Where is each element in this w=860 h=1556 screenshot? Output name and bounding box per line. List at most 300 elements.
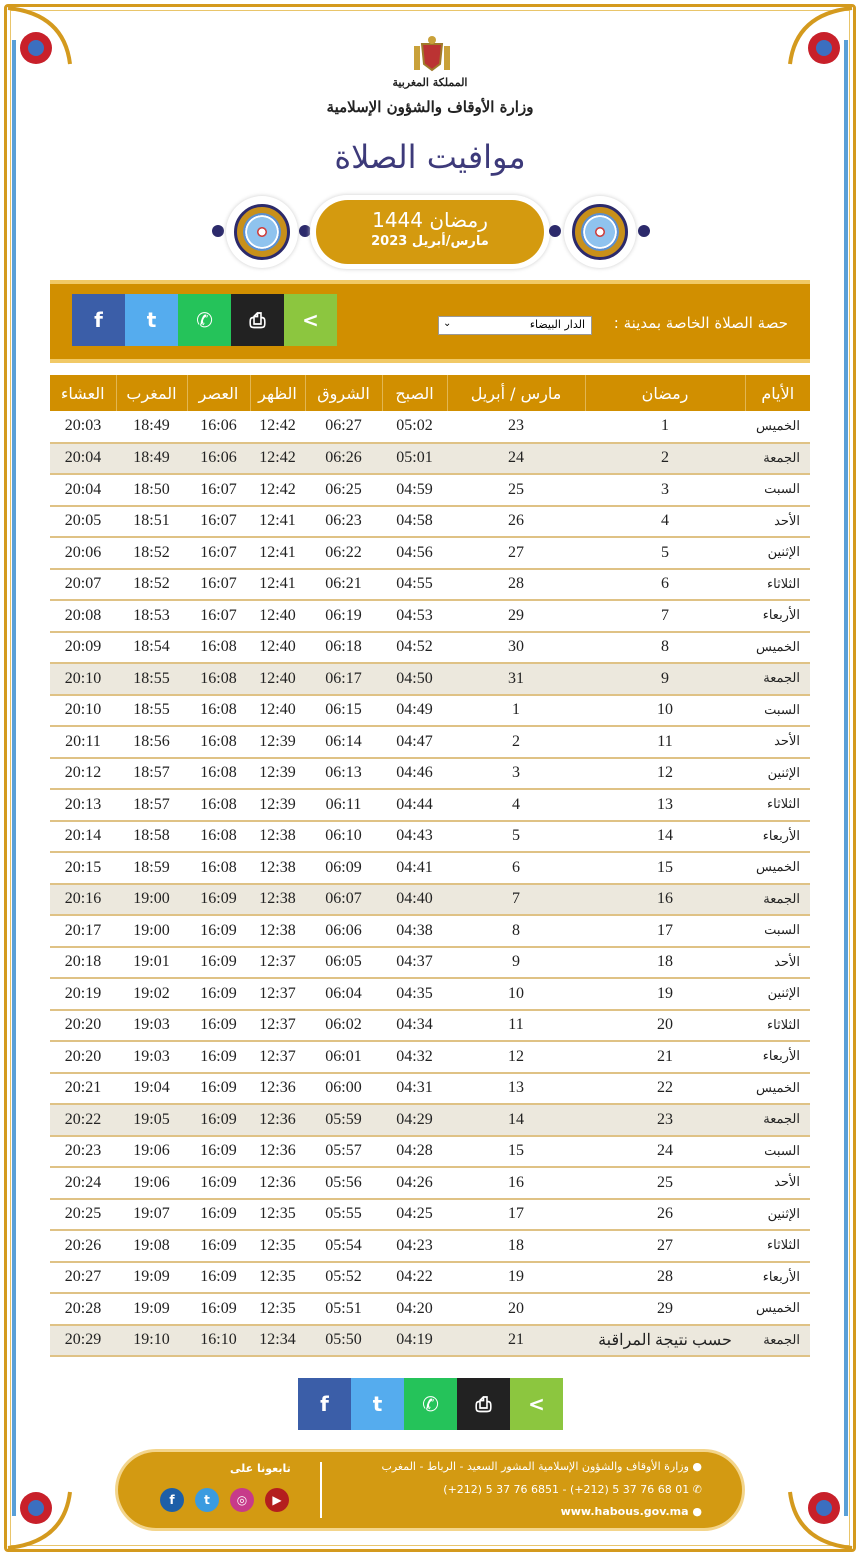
hijri-month: رمضان 1444 bbox=[372, 208, 488, 232]
maghrib-cell: 18:55 bbox=[116, 663, 187, 695]
dhuhr-cell: 12:36 bbox=[250, 1136, 305, 1168]
ramadan-day-cell: 27 bbox=[585, 1230, 745, 1262]
sunrise-cell: 06:15 bbox=[305, 695, 382, 727]
isha-cell: 20:25 bbox=[50, 1199, 116, 1231]
isha-cell: 20:18 bbox=[50, 947, 116, 979]
asr-cell: 16:06 bbox=[187, 411, 250, 443]
whatsapp-share-button[interactable]: ✆ bbox=[178, 294, 231, 346]
maghrib-cell: 19:09 bbox=[116, 1262, 187, 1294]
isha-cell: 20:15 bbox=[50, 852, 116, 884]
ramadan-day-cell: 9 bbox=[585, 663, 745, 695]
gregorian-day-cell: 20 bbox=[447, 1293, 585, 1325]
share-buttons-top bbox=[72, 294, 337, 346]
ramadan-day-cell: 19 bbox=[585, 978, 745, 1010]
table-row bbox=[50, 443, 810, 475]
gregorian-day-cell: 13 bbox=[447, 1073, 585, 1105]
day-cell: الخميس bbox=[745, 632, 810, 664]
sunrise-cell: 05:59 bbox=[305, 1104, 382, 1136]
ramadan-day-cell: 11 bbox=[585, 726, 745, 758]
table-row bbox=[50, 915, 810, 947]
gregorian-day-cell: 9 bbox=[447, 947, 585, 979]
day-cell: الإثنين bbox=[745, 758, 810, 790]
share-button[interactable]: < bbox=[284, 294, 337, 346]
dhuhr-cell: 12:40 bbox=[250, 695, 305, 727]
asr-cell: 16:09 bbox=[187, 1199, 250, 1231]
asr-cell: 16:09 bbox=[187, 1073, 250, 1105]
ramadan-day-cell: 2 bbox=[585, 443, 745, 475]
maghrib-cell: 18:59 bbox=[116, 852, 187, 884]
ramadan-day-cell: 26 bbox=[585, 1199, 745, 1231]
isha-cell: 20:03 bbox=[50, 411, 116, 443]
table-row bbox=[50, 600, 810, 632]
ornament-corner-icon bbox=[786, 1482, 856, 1552]
dhuhr-cell: 12:35 bbox=[250, 1199, 305, 1231]
day-cell: السبت bbox=[745, 1136, 810, 1168]
sunrise-cell: 05:56 bbox=[305, 1167, 382, 1199]
maghrib-cell: 19:01 bbox=[116, 947, 187, 979]
fajr-cell: 04:28 bbox=[382, 1136, 447, 1168]
day-cell: الأربعاء bbox=[745, 600, 810, 632]
dhuhr-cell: 12:41 bbox=[250, 537, 305, 569]
sunrise-cell: 05:57 bbox=[305, 1136, 382, 1168]
isha-cell: 20:14 bbox=[50, 821, 116, 853]
phone-icon: ✆ bbox=[689, 1483, 702, 1496]
gregorian-day-cell: 10 bbox=[447, 978, 585, 1010]
day-cell: الأحد bbox=[745, 1167, 810, 1199]
dhuhr-cell: 12:40 bbox=[250, 632, 305, 664]
table-row bbox=[50, 726, 810, 758]
sunrise-cell: 06:01 bbox=[305, 1041, 382, 1073]
ramadan-day-cell: 16 bbox=[585, 884, 745, 916]
ramadan-day-cell: 25 bbox=[585, 1167, 745, 1199]
header-day: الأيام bbox=[745, 375, 810, 411]
sunrise-cell: 06:09 bbox=[305, 852, 382, 884]
frame-side-left bbox=[12, 40, 16, 1516]
asr-cell: 16:08 bbox=[187, 663, 250, 695]
day-cell: الأربعاء bbox=[745, 1262, 810, 1294]
asr-cell: 16:08 bbox=[187, 758, 250, 790]
maghrib-cell: 18:50 bbox=[116, 474, 187, 506]
isha-cell: 20:17 bbox=[50, 915, 116, 947]
dhuhr-cell: 12:35 bbox=[250, 1262, 305, 1294]
day-cell: الجمعة bbox=[745, 884, 810, 916]
table-row bbox=[50, 758, 810, 790]
sunrise-cell: 05:55 bbox=[305, 1199, 382, 1231]
table-row bbox=[50, 1293, 810, 1325]
ramadan-day-cell: 20 bbox=[585, 1010, 745, 1042]
facebook-share-button[interactable]: f bbox=[298, 1378, 351, 1430]
table-row bbox=[50, 1262, 810, 1294]
gregorian-day-cell: 8 bbox=[447, 915, 585, 947]
fajr-cell: 05:02 bbox=[382, 411, 447, 443]
isha-cell: 20:29 bbox=[50, 1325, 116, 1357]
asr-cell: 16:09 bbox=[187, 915, 250, 947]
maghrib-cell: 18:57 bbox=[116, 789, 187, 821]
table-row bbox=[50, 695, 810, 727]
table-row bbox=[50, 789, 810, 821]
gregorian-day-cell: 25 bbox=[447, 474, 585, 506]
asr-cell: 16:09 bbox=[187, 1104, 250, 1136]
isha-cell: 20:10 bbox=[50, 695, 116, 727]
gregorian-day-cell: 27 bbox=[447, 537, 585, 569]
sunrise-cell: 05:51 bbox=[305, 1293, 382, 1325]
fajr-cell: 04:31 bbox=[382, 1073, 447, 1105]
dhuhr-cell: 12:35 bbox=[250, 1230, 305, 1262]
fajr-cell: 04:49 bbox=[382, 695, 447, 727]
ministry-label: وزارة الأوقاف والشؤون الإسلامية bbox=[326, 98, 534, 116]
maghrib-cell: 19:03 bbox=[116, 1010, 187, 1042]
isha-cell: 20:20 bbox=[50, 1010, 116, 1042]
table-row bbox=[50, 1010, 810, 1042]
ramadan-day-cell: 28 bbox=[585, 1262, 745, 1294]
city-label: حصة الصلاة الخاصة بمدينة : bbox=[613, 314, 788, 332]
gregorian-day-cell: 28 bbox=[447, 569, 585, 601]
day-cell: الأحد bbox=[745, 947, 810, 979]
maghrib-cell: 19:07 bbox=[116, 1199, 187, 1231]
ornament-dot bbox=[212, 225, 224, 237]
city-bar bbox=[50, 280, 810, 363]
day-cell: الثلاثاء bbox=[745, 569, 810, 601]
isha-cell: 20:28 bbox=[50, 1293, 116, 1325]
footer-divider bbox=[320, 1462, 322, 1518]
sunrise-cell: 06:07 bbox=[305, 884, 382, 916]
isha-cell: 20:12 bbox=[50, 758, 116, 790]
chevron-down-icon: ⌄ bbox=[443, 318, 452, 329]
table-row bbox=[50, 632, 810, 664]
asr-cell: 16:09 bbox=[187, 884, 250, 916]
city-select[interactable] bbox=[438, 316, 592, 335]
city-select-value: الدار البيضاء bbox=[529, 318, 585, 331]
header-isha: العشاء bbox=[50, 375, 116, 411]
table-row bbox=[50, 537, 810, 569]
youtube-icon[interactable]: ▶ bbox=[265, 1488, 289, 1512]
asr-cell: 16:09 bbox=[187, 1136, 250, 1168]
fajr-cell: 04:29 bbox=[382, 1104, 447, 1136]
isha-cell: 20:13 bbox=[50, 789, 116, 821]
gregorian-day-cell: 26 bbox=[447, 506, 585, 538]
ornament-corner-icon bbox=[786, 4, 856, 74]
asr-cell: 16:10 bbox=[187, 1325, 250, 1357]
sunrise-cell: 06:10 bbox=[305, 821, 382, 853]
gregorian-months: مارس/أبريل 2023 bbox=[371, 234, 489, 249]
table-row bbox=[50, 1230, 810, 1262]
ramadan-day-cell: 4 bbox=[585, 506, 745, 538]
fajr-cell: 04:20 bbox=[382, 1293, 447, 1325]
ramadan-day-cell: 10 bbox=[585, 695, 745, 727]
sunrise-cell: 06:22 bbox=[305, 537, 382, 569]
maghrib-cell: 18:57 bbox=[116, 758, 187, 790]
gregorian-day-cell: 23 bbox=[447, 411, 585, 443]
maghrib-cell: 19:10 bbox=[116, 1325, 187, 1357]
rosette-icon bbox=[226, 196, 298, 268]
isha-cell: 20:04 bbox=[50, 474, 116, 506]
day-cell: الثلاثاء bbox=[745, 789, 810, 821]
fajr-cell: 04:56 bbox=[382, 537, 447, 569]
gregorian-day-cell: 2 bbox=[447, 726, 585, 758]
fajr-cell: 04:35 bbox=[382, 978, 447, 1010]
gregorian-day-cell: 4 bbox=[447, 789, 585, 821]
royal-emblem-icon bbox=[410, 34, 454, 78]
header-asr: العصر bbox=[187, 375, 250, 411]
sunrise-cell: 06:23 bbox=[305, 506, 382, 538]
fajr-cell: 04:44 bbox=[382, 789, 447, 821]
day-cell: الأحد bbox=[745, 726, 810, 758]
dhuhr-cell: 12:39 bbox=[250, 789, 305, 821]
gregorian-day-cell: 21 bbox=[447, 1325, 585, 1357]
table-row bbox=[50, 663, 810, 695]
share-button[interactable]: < bbox=[510, 1378, 563, 1430]
fajr-cell: 04:38 bbox=[382, 915, 447, 947]
gregorian-day-cell: 14 bbox=[447, 1104, 585, 1136]
ramadan-day-cell: 18 bbox=[585, 947, 745, 979]
follow-label: تابعونا على bbox=[230, 1462, 291, 1475]
fajr-cell: 04:32 bbox=[382, 1041, 447, 1073]
ramadan-day-cell: 1 bbox=[585, 411, 745, 443]
fajr-cell: 04:59 bbox=[382, 474, 447, 506]
table-row bbox=[50, 569, 810, 601]
gregorian-day-cell: 24 bbox=[447, 443, 585, 475]
prayer-times-table bbox=[50, 375, 810, 1357]
ramadan-day-cell: 12 bbox=[585, 758, 745, 790]
dhuhr-cell: 12:38 bbox=[250, 852, 305, 884]
gregorian-day-cell: 30 bbox=[447, 632, 585, 664]
facebook-icon[interactable]: f bbox=[160, 1488, 184, 1512]
facebook-share-button[interactable]: f bbox=[72, 294, 125, 346]
sunrise-cell: 06:18 bbox=[305, 632, 382, 664]
asr-cell: 16:08 bbox=[187, 821, 250, 853]
maghrib-cell: 18:53 bbox=[116, 600, 187, 632]
isha-cell: 20:10 bbox=[50, 663, 116, 695]
asr-cell: 16:07 bbox=[187, 506, 250, 538]
asr-cell: 16:09 bbox=[187, 1230, 250, 1262]
print-button[interactable]: ⎙ bbox=[231, 294, 284, 346]
maghrib-cell: 18:51 bbox=[116, 506, 187, 538]
asr-cell: 16:08 bbox=[187, 852, 250, 884]
gregorian-day-cell: 5 bbox=[447, 821, 585, 853]
sunrise-cell: 06:27 bbox=[305, 411, 382, 443]
fajr-cell: 04:46 bbox=[382, 758, 447, 790]
gregorian-day-cell: 1 bbox=[447, 695, 585, 727]
fajr-cell: 04:52 bbox=[382, 632, 447, 664]
maghrib-cell: 18:58 bbox=[116, 821, 187, 853]
footer-website[interactable]: www.habous.gov.ma bbox=[560, 1505, 689, 1518]
gregorian-day-cell: 12 bbox=[447, 1041, 585, 1073]
twitter-share-button[interactable]: t bbox=[351, 1378, 404, 1430]
fajr-cell: 04:43 bbox=[382, 821, 447, 853]
day-cell: الإثنين bbox=[745, 537, 810, 569]
day-cell: الجمعة bbox=[745, 1104, 810, 1136]
dhuhr-cell: 12:39 bbox=[250, 726, 305, 758]
whatsapp-share-button[interactable]: ✆ bbox=[404, 1378, 457, 1430]
dhuhr-cell: 12:38 bbox=[250, 884, 305, 916]
sunrise-cell: 06:04 bbox=[305, 978, 382, 1010]
ramadan-day-cell: 29 bbox=[585, 1293, 745, 1325]
isha-cell: 20:06 bbox=[50, 537, 116, 569]
ornament-dot bbox=[549, 225, 561, 237]
frame-side-right bbox=[844, 40, 848, 1516]
header-sunrise: الشروق bbox=[305, 375, 382, 411]
ramadan-day-cell: 7 bbox=[585, 600, 745, 632]
gregorian-day-cell: 3 bbox=[447, 758, 585, 790]
day-cell: الجمعة bbox=[745, 663, 810, 695]
ramadan-day-cell: 22 bbox=[585, 1073, 745, 1105]
isha-cell: 20:20 bbox=[50, 1041, 116, 1073]
gregorian-day-cell: 19 bbox=[447, 1262, 585, 1294]
globe-icon: ● bbox=[688, 1505, 702, 1518]
asr-cell: 16:09 bbox=[187, 1010, 250, 1042]
dhuhr-cell: 12:40 bbox=[250, 600, 305, 632]
isha-cell: 20:21 bbox=[50, 1073, 116, 1105]
day-cell: الجمعة bbox=[745, 443, 810, 475]
fajr-cell: 04:58 bbox=[382, 506, 447, 538]
dhuhr-cell: 12:40 bbox=[250, 663, 305, 695]
table-row bbox=[50, 821, 810, 853]
isha-cell: 20:07 bbox=[50, 569, 116, 601]
footer-phone: (+212) 5 37 76 6851 - (+212) 5 37 76 68 01 bbox=[443, 1483, 690, 1496]
isha-cell: 20:04 bbox=[50, 443, 116, 475]
isha-cell: 20:11 bbox=[50, 726, 116, 758]
instagram-icon[interactable]: ◎ bbox=[230, 1488, 254, 1512]
table-row bbox=[50, 1136, 810, 1168]
ramadan-day-cell: حسب نتيجة المراقبة bbox=[585, 1325, 745, 1357]
table-row bbox=[50, 978, 810, 1010]
maghrib-cell: 19:08 bbox=[116, 1230, 187, 1262]
maghrib-cell: 19:06 bbox=[116, 1136, 187, 1168]
isha-cell: 20:23 bbox=[50, 1136, 116, 1168]
dhuhr-cell: 12:42 bbox=[250, 411, 305, 443]
twitter-share-button[interactable]: t bbox=[125, 294, 178, 346]
twitter-icon[interactable]: t bbox=[195, 1488, 219, 1512]
maghrib-cell: 18:49 bbox=[116, 411, 187, 443]
dhuhr-cell: 12:41 bbox=[250, 569, 305, 601]
dhuhr-cell: 12:37 bbox=[250, 978, 305, 1010]
fajr-cell: 04:34 bbox=[382, 1010, 447, 1042]
fajr-cell: 04:40 bbox=[382, 884, 447, 916]
dhuhr-cell: 12:37 bbox=[250, 1010, 305, 1042]
header-fajr: الصبح bbox=[382, 375, 447, 411]
asr-cell: 16:09 bbox=[187, 1262, 250, 1294]
date-pill bbox=[310, 195, 550, 269]
day-cell: الخميس bbox=[745, 411, 810, 443]
sunrise-cell: 05:50 bbox=[305, 1325, 382, 1357]
fajr-cell: 04:26 bbox=[382, 1167, 447, 1199]
ramadan-day-cell: 5 bbox=[585, 537, 745, 569]
day-cell: الثلاثاء bbox=[745, 1010, 810, 1042]
day-cell: الأربعاء bbox=[745, 1041, 810, 1073]
header-maghrib: المغرب bbox=[116, 375, 187, 411]
maghrib-cell: 18:52 bbox=[116, 569, 187, 601]
gregorian-day-cell: 17 bbox=[447, 1199, 585, 1231]
isha-cell: 20:16 bbox=[50, 884, 116, 916]
table-row bbox=[50, 474, 810, 506]
day-cell: الجمعة bbox=[745, 1325, 810, 1357]
asr-cell: 16:08 bbox=[187, 632, 250, 664]
page-title: موافيت الصلاة bbox=[334, 138, 526, 176]
fajr-cell: 04:41 bbox=[382, 852, 447, 884]
gregorian-day-cell: 16 bbox=[447, 1167, 585, 1199]
dhuhr-cell: 12:37 bbox=[250, 947, 305, 979]
sunrise-cell: 06:14 bbox=[305, 726, 382, 758]
gregorian-day-cell: 29 bbox=[447, 600, 585, 632]
gregorian-day-cell: 18 bbox=[447, 1230, 585, 1262]
asr-cell: 16:09 bbox=[187, 1293, 250, 1325]
sunrise-cell: 06:25 bbox=[305, 474, 382, 506]
fajr-cell: 04:19 bbox=[382, 1325, 447, 1357]
maghrib-cell: 19:05 bbox=[116, 1104, 187, 1136]
fajr-cell: 04:22 bbox=[382, 1262, 447, 1294]
maghrib-cell: 19:00 bbox=[116, 884, 187, 916]
print-button[interactable]: ⎙ bbox=[457, 1378, 510, 1430]
table-row bbox=[50, 1041, 810, 1073]
dhuhr-cell: 12:36 bbox=[250, 1073, 305, 1105]
footer-address: وزارة الأوقاف والشؤون الإسلامية المشور السعيد - الرباط - المغرب bbox=[381, 1460, 689, 1473]
gregorian-day-cell: 11 bbox=[447, 1010, 585, 1042]
day-cell: الخميس bbox=[745, 1073, 810, 1105]
asr-cell: 16:07 bbox=[187, 537, 250, 569]
day-cell: السبت bbox=[745, 695, 810, 727]
ornament-corner-icon bbox=[4, 1482, 74, 1552]
asr-cell: 16:09 bbox=[187, 1167, 250, 1199]
asr-cell: 16:08 bbox=[187, 695, 250, 727]
ramadan-day-cell: 6 bbox=[585, 569, 745, 601]
asr-cell: 16:09 bbox=[187, 1041, 250, 1073]
dhuhr-cell: 12:41 bbox=[250, 506, 305, 538]
sunrise-cell: 06:02 bbox=[305, 1010, 382, 1042]
fajr-cell: 04:53 bbox=[382, 600, 447, 632]
sunrise-cell: 06:06 bbox=[305, 915, 382, 947]
maghrib-cell: 18:56 bbox=[116, 726, 187, 758]
kingdom-label: المملكة المغربية bbox=[392, 76, 468, 89]
rosette-icon bbox=[564, 196, 636, 268]
sunrise-cell: 06:19 bbox=[305, 600, 382, 632]
table-row bbox=[50, 1199, 810, 1231]
fajr-cell: 05:01 bbox=[382, 443, 447, 475]
asr-cell: 16:07 bbox=[187, 569, 250, 601]
table-row bbox=[50, 1104, 810, 1136]
ramadan-day-cell: 23 bbox=[585, 1104, 745, 1136]
maghrib-cell: 18:54 bbox=[116, 632, 187, 664]
share-buttons-bottom bbox=[298, 1378, 563, 1430]
ramadan-day-cell: 3 bbox=[585, 474, 745, 506]
day-cell: السبت bbox=[745, 474, 810, 506]
dhuhr-cell: 12:39 bbox=[250, 758, 305, 790]
fajr-cell: 04:23 bbox=[382, 1230, 447, 1262]
fajr-cell: 04:55 bbox=[382, 569, 447, 601]
day-cell: الخميس bbox=[745, 1293, 810, 1325]
table-row bbox=[50, 411, 810, 443]
asr-cell: 16:09 bbox=[187, 978, 250, 1010]
asr-cell: 16:07 bbox=[187, 600, 250, 632]
sunrise-cell: 06:13 bbox=[305, 758, 382, 790]
maghrib-cell: 19:02 bbox=[116, 978, 187, 1010]
sunrise-cell: 05:54 bbox=[305, 1230, 382, 1262]
maghrib-cell: 18:49 bbox=[116, 443, 187, 475]
ramadan-day-cell: 24 bbox=[585, 1136, 745, 1168]
ornament-corner-icon bbox=[4, 4, 74, 74]
maghrib-cell: 18:52 bbox=[116, 537, 187, 569]
maghrib-cell: 19:06 bbox=[116, 1167, 187, 1199]
sunrise-cell: 05:52 bbox=[305, 1262, 382, 1294]
maghrib-cell: 19:00 bbox=[116, 915, 187, 947]
table-row bbox=[50, 506, 810, 538]
isha-cell: 20:26 bbox=[50, 1230, 116, 1262]
table-row bbox=[50, 1325, 810, 1357]
footer bbox=[118, 1452, 742, 1528]
day-cell: السبت bbox=[745, 915, 810, 947]
fajr-cell: 04:47 bbox=[382, 726, 447, 758]
dhuhr-cell: 12:38 bbox=[250, 821, 305, 853]
day-cell: الأحد bbox=[745, 506, 810, 538]
